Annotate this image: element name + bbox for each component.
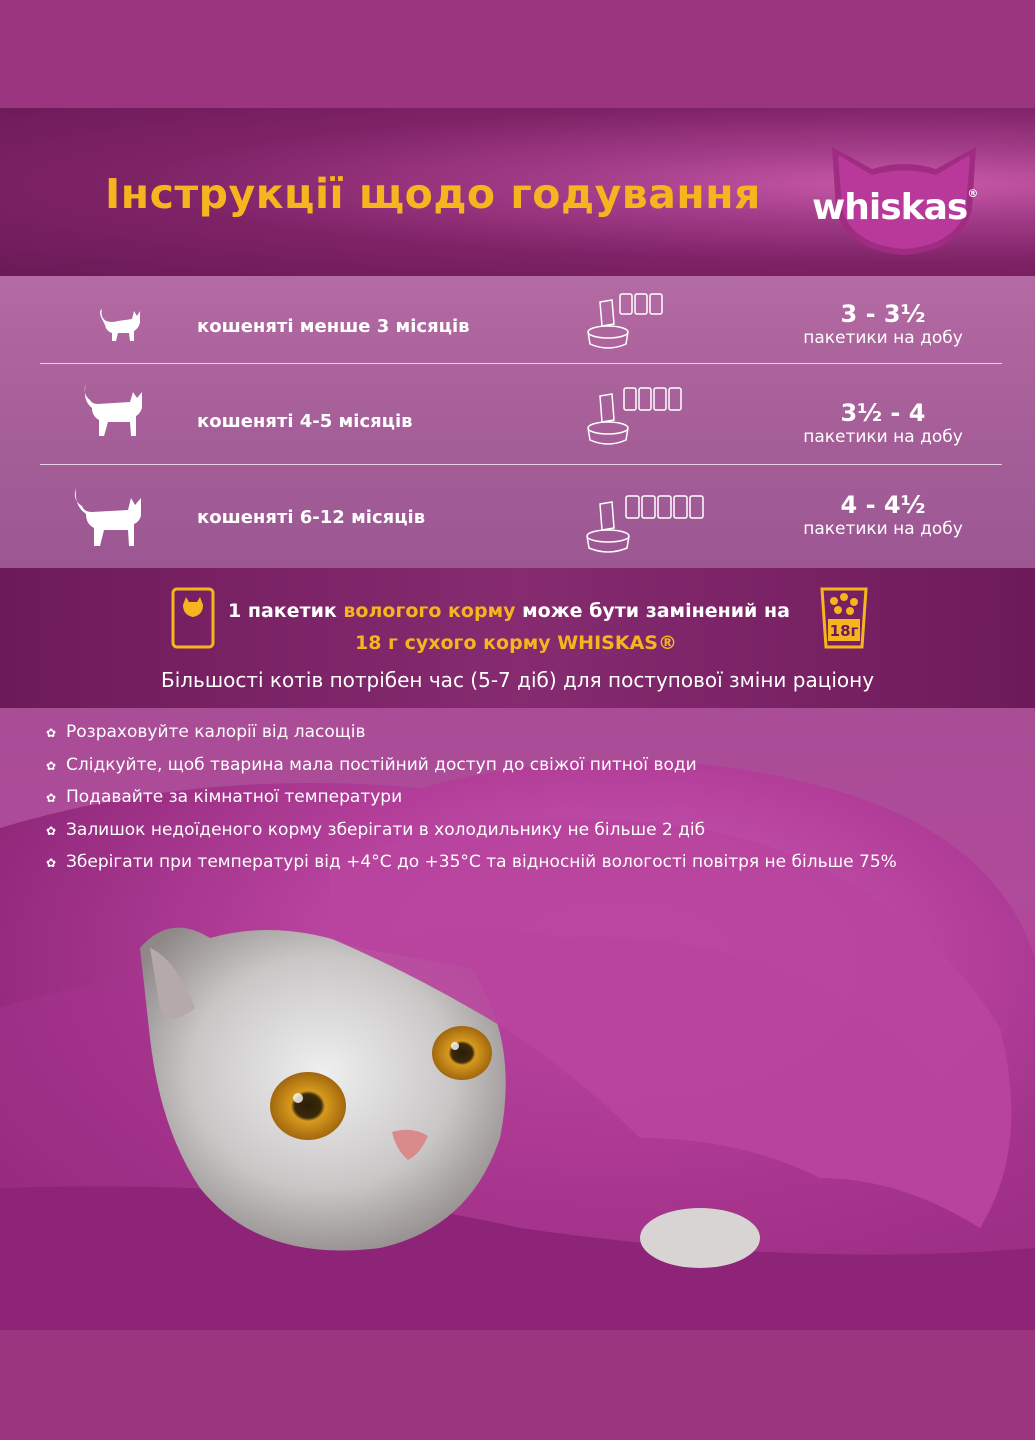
notice-highlight: вологого корму xyxy=(343,600,516,622)
tip-text: Розраховуйте калорії від ласощів xyxy=(66,722,366,742)
age-label: кошеняті менше 3 місяців xyxy=(197,316,470,337)
registered-mark: ® xyxy=(967,187,978,200)
row-divider xyxy=(40,363,1002,364)
amount-unit: пакетики на добу xyxy=(803,519,963,539)
whiskas-logo xyxy=(800,135,1005,255)
kitten-icon xyxy=(80,382,148,440)
paw-icon: ✿ xyxy=(46,791,57,805)
amount-block xyxy=(783,399,983,447)
amount-value: 3 - 3½ xyxy=(840,300,926,328)
amount-block xyxy=(783,491,983,539)
brand-name: whiskas xyxy=(812,187,968,228)
amount-value: 4 - 4½ xyxy=(840,491,926,519)
paw-icon: ✿ xyxy=(46,726,57,740)
notice-line-1 xyxy=(228,600,808,622)
brand-wordmark xyxy=(812,187,977,228)
paw-icon: ✿ xyxy=(46,856,57,870)
tip-text: Зберігати при температурі від +4°С до +35°С та відносній вологості повітря не більше 75% xyxy=(66,852,897,872)
bowl-with-pouches-icon xyxy=(586,386,686,446)
list-item xyxy=(46,820,897,853)
bowl-with-pouches-icon xyxy=(586,292,666,352)
age-label: кошеняті 4-5 місяців xyxy=(197,411,413,432)
list-item xyxy=(46,852,897,885)
tip-text: Подавайте за кімнатної температури xyxy=(66,787,403,807)
list-item xyxy=(46,722,897,755)
notice-line-3: Більшості котів потрібен час (5-7 діб) для поступової зміни раціону xyxy=(160,668,875,692)
young-cat-icon xyxy=(72,486,148,550)
notice-line-2: 18 г сухого корму WHISKAS® xyxy=(355,632,677,654)
row-divider xyxy=(40,464,1002,465)
notice-text-a: 1 пакетик xyxy=(228,600,344,622)
notice-text-b: може бути замінений на xyxy=(515,600,790,622)
age-label: кошеняті 6-12 місяців xyxy=(197,507,426,528)
amount-unit: пакетики на добу xyxy=(803,427,963,447)
top-band xyxy=(0,0,1035,108)
bottom-band xyxy=(0,1330,1035,1440)
paw-icon: ✿ xyxy=(46,758,57,773)
amount-value: 3½ - 4 xyxy=(840,399,926,427)
bowl-with-pouches-icon xyxy=(584,492,710,556)
small-kitten-icon xyxy=(96,305,142,345)
tip-text: Залишок недоїденого корму зберігати в холодильнику не більше 2 діб xyxy=(66,819,706,840)
amount-block xyxy=(783,300,983,348)
dry-food-cup-icon xyxy=(820,585,868,651)
amount-unit: пакетики на добу xyxy=(803,328,963,348)
tip-text: Слідкуйте, щоб тварина мала постійний доступ до свіжої питної води xyxy=(66,754,697,775)
cup-label: 18г xyxy=(829,622,859,640)
care-tips-list xyxy=(46,722,897,885)
list-item xyxy=(46,755,897,788)
wet-food-pouch-icon xyxy=(171,587,215,649)
list-item xyxy=(46,787,897,820)
page-title: Інструкції щодо годування xyxy=(105,170,761,218)
paw-icon: ✿ xyxy=(46,823,57,838)
